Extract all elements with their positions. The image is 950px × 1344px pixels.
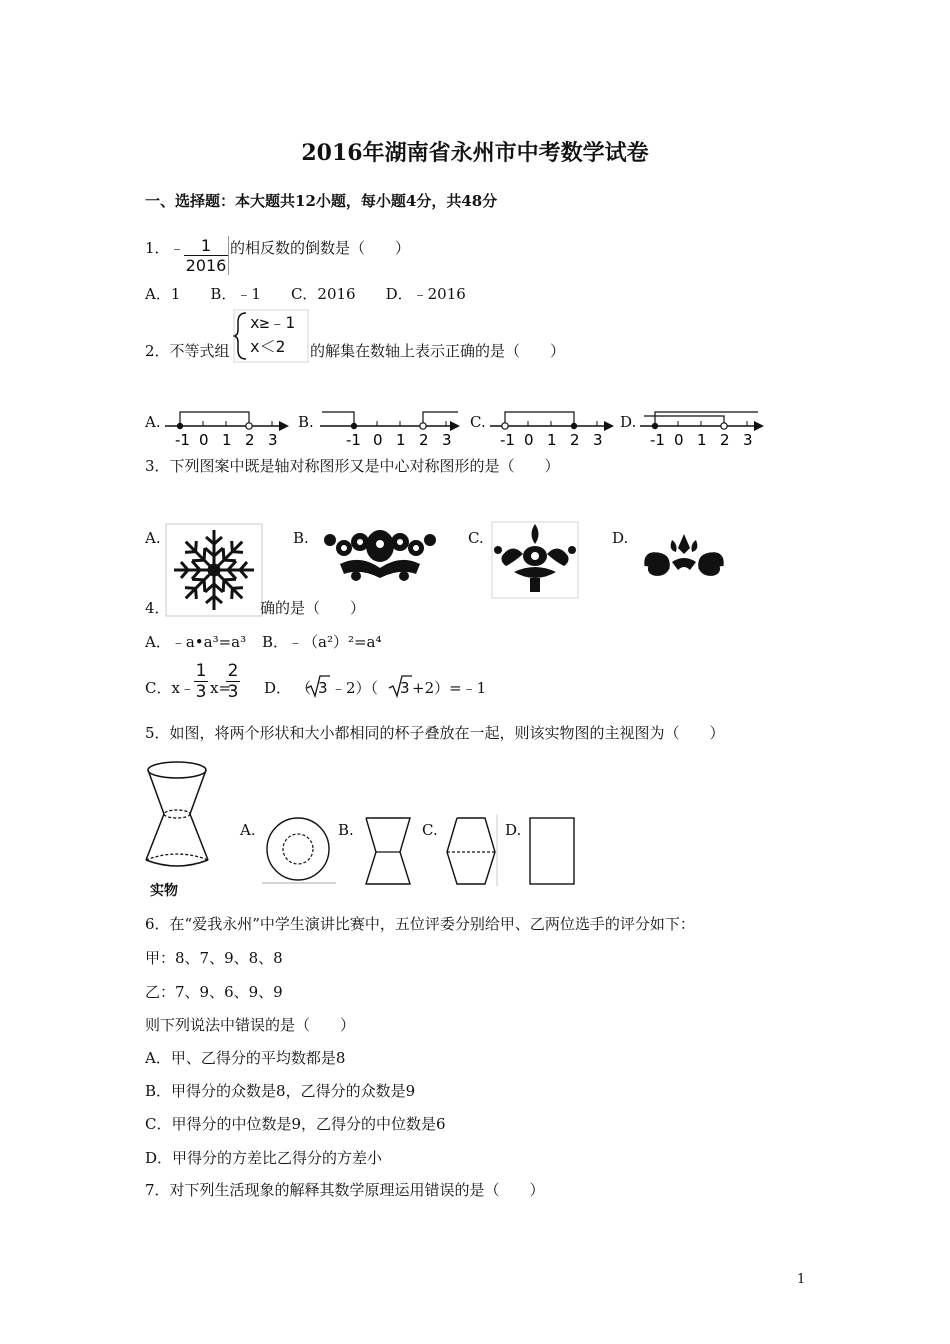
q4-c-frac2-num: 2: [227, 661, 239, 681]
nlc-tick-2: 2: [570, 431, 580, 449]
q6-option-c: C．甲得分的中位数是9，乙得分的中位数是6: [145, 1115, 446, 1133]
ornament-pattern-d[interactable]: [638, 530, 730, 580]
q1-prefix: 1．﹣: [145, 239, 185, 257]
nld-tick-2: 2: [720, 431, 730, 449]
view-option-d-rectangle[interactable]: [528, 814, 578, 886]
q3-text: 3．下列图案中既是轴对称图形又是中心对称图形的是（ ）: [145, 457, 560, 475]
view-option-b-hourglass[interactable]: [360, 814, 420, 886]
q4-option-a: A．﹣a•a³=a³: [145, 633, 247, 651]
q7-text: 7．对下列生活现象的解释其数学原理运用错误的是（ ）: [145, 1181, 545, 1199]
q4-d-root2: 3: [400, 679, 410, 697]
section-heading: 一、选择题：本大题共12小题，每小题4分，共48分: [145, 192, 498, 210]
nlb-tick-3: 3: [442, 431, 452, 449]
nld-tick-1: 1: [697, 431, 707, 449]
q6-option-a: A．甲、乙得分的平均数都是8: [145, 1049, 346, 1067]
q2-label-c: C.: [470, 413, 486, 431]
q4-option-d-end: +2）=﹣1: [412, 679, 487, 697]
ornament-pattern-c[interactable]: [492, 522, 578, 598]
q6-stem: 6．在“爱我永州”中学生演讲比赛中，五位评委分别给甲、乙两位选手的评分如下：: [145, 915, 695, 933]
nlb-tick-2: 2: [419, 431, 429, 449]
number-line-b[interactable]: [320, 408, 460, 448]
q3-label-a: A.: [145, 529, 161, 547]
q1-suffix: 的相反数的倒数是（ ）: [230, 239, 411, 257]
q2-label-b: B.: [298, 413, 314, 431]
nlc-tick-1: 1: [547, 431, 557, 449]
q4-c-frac1-den: 3: [195, 682, 207, 702]
number-line-d[interactable]: [640, 408, 765, 448]
nlb-tick-neg1: -1: [346, 431, 361, 449]
number-line-c[interactable]: [490, 408, 615, 448]
q6-option-d: D．甲得分的方差比乙得分的方差小: [145, 1149, 383, 1167]
q4-option-c-prefix: C．x﹣: [145, 679, 195, 697]
view-option-c-barrel[interactable]: [443, 814, 503, 886]
nlc-tick-3: 3: [593, 431, 603, 449]
q4-option-c-frac1: [194, 661, 208, 702]
nlc-tick-0: 0: [524, 431, 534, 449]
ornament-pattern-b[interactable]: [320, 524, 440, 584]
q4-option-d-label: D．: [264, 679, 292, 697]
q3-label-c: C.: [468, 529, 484, 547]
number-line-a[interactable]: [165, 408, 290, 448]
q2-prefix: 2．不等式组: [145, 342, 230, 360]
q1-frac-num: 1: [184, 236, 228, 256]
q5-label-c: C.: [422, 821, 438, 839]
q4-option-d-mid: ﹣2）（: [331, 679, 379, 697]
q2-suffix: 的解集在数轴上表示正确的是（ ）: [310, 342, 566, 360]
nla-tick-0: 0: [199, 431, 209, 449]
q4-option-d-paren: （: [296, 679, 312, 697]
q5-label-d: D.: [505, 821, 522, 839]
q2-label-a: A.: [145, 413, 161, 431]
q3-label-d: D.: [612, 529, 629, 547]
q6-ask: 则下列说法中错误的是（ ）: [145, 1016, 356, 1034]
nla-tick-neg1: -1: [175, 431, 190, 449]
nld-tick-3: 3: [743, 431, 753, 449]
q4-number: 4．: [145, 599, 170, 617]
nlb-tick-1: 1: [396, 431, 406, 449]
q4-c-frac1-num: 1: [195, 661, 207, 681]
q5-text: 5．如图，将两个形状和大小都相同的杯子叠放在一起，则该实物图的主视图为（ ）: [145, 724, 725, 742]
page-number: 1: [797, 1272, 806, 1287]
nlc-tick-neg1: -1: [500, 431, 515, 449]
q4-option-b: B．﹣（a²）²=a⁴: [262, 633, 382, 651]
q1-fraction: [184, 236, 229, 275]
page-title: 2016年湖南省永州市中考数学试卷: [301, 140, 649, 166]
q4-d-root1: 3: [318, 679, 328, 697]
nla-tick-1: 1: [222, 431, 232, 449]
nla-tick-2: 2: [245, 431, 255, 449]
view-option-a-circles[interactable]: [262, 816, 338, 884]
nld-tick-0: 0: [674, 431, 684, 449]
q2-system-line1: x≥﹣1: [250, 313, 295, 332]
q6-option-b: B．甲得分的众数是8，乙得分的众数是9: [145, 1082, 416, 1100]
object-label: 实物: [150, 883, 178, 899]
q3-label-b: B.: [293, 529, 309, 547]
q4-c-frac2-den: 3: [227, 682, 239, 702]
q4-option-c-frac2: [226, 661, 240, 702]
q2-system: [250, 311, 295, 359]
q1-frac-den: 2016: [185, 256, 227, 275]
q5-label-a: A.: [240, 821, 256, 839]
stacked-cups-object[interactable]: [140, 758, 214, 896]
q4-option-c-mid: x=: [210, 679, 232, 697]
q4-stem: 确的是（ ）: [260, 599, 366, 617]
q2-system-line2: x＜2: [250, 337, 286, 356]
snowflake-pattern[interactable]: [166, 524, 262, 616]
q2-label-d: D.: [620, 413, 637, 431]
q5-label-b: B.: [338, 821, 354, 839]
nla-tick-3: 3: [268, 431, 278, 449]
q1-options: A．1 B．﹣1 C．2016 D．﹣2016: [145, 285, 466, 303]
q6-jia-scores: 甲：8、7、9、8、8: [145, 949, 283, 967]
q6-yi-scores: 乙：7、9、6、9、9: [145, 983, 283, 1001]
nlb-tick-0: 0: [373, 431, 383, 449]
nld-tick-neg1: -1: [650, 431, 665, 449]
